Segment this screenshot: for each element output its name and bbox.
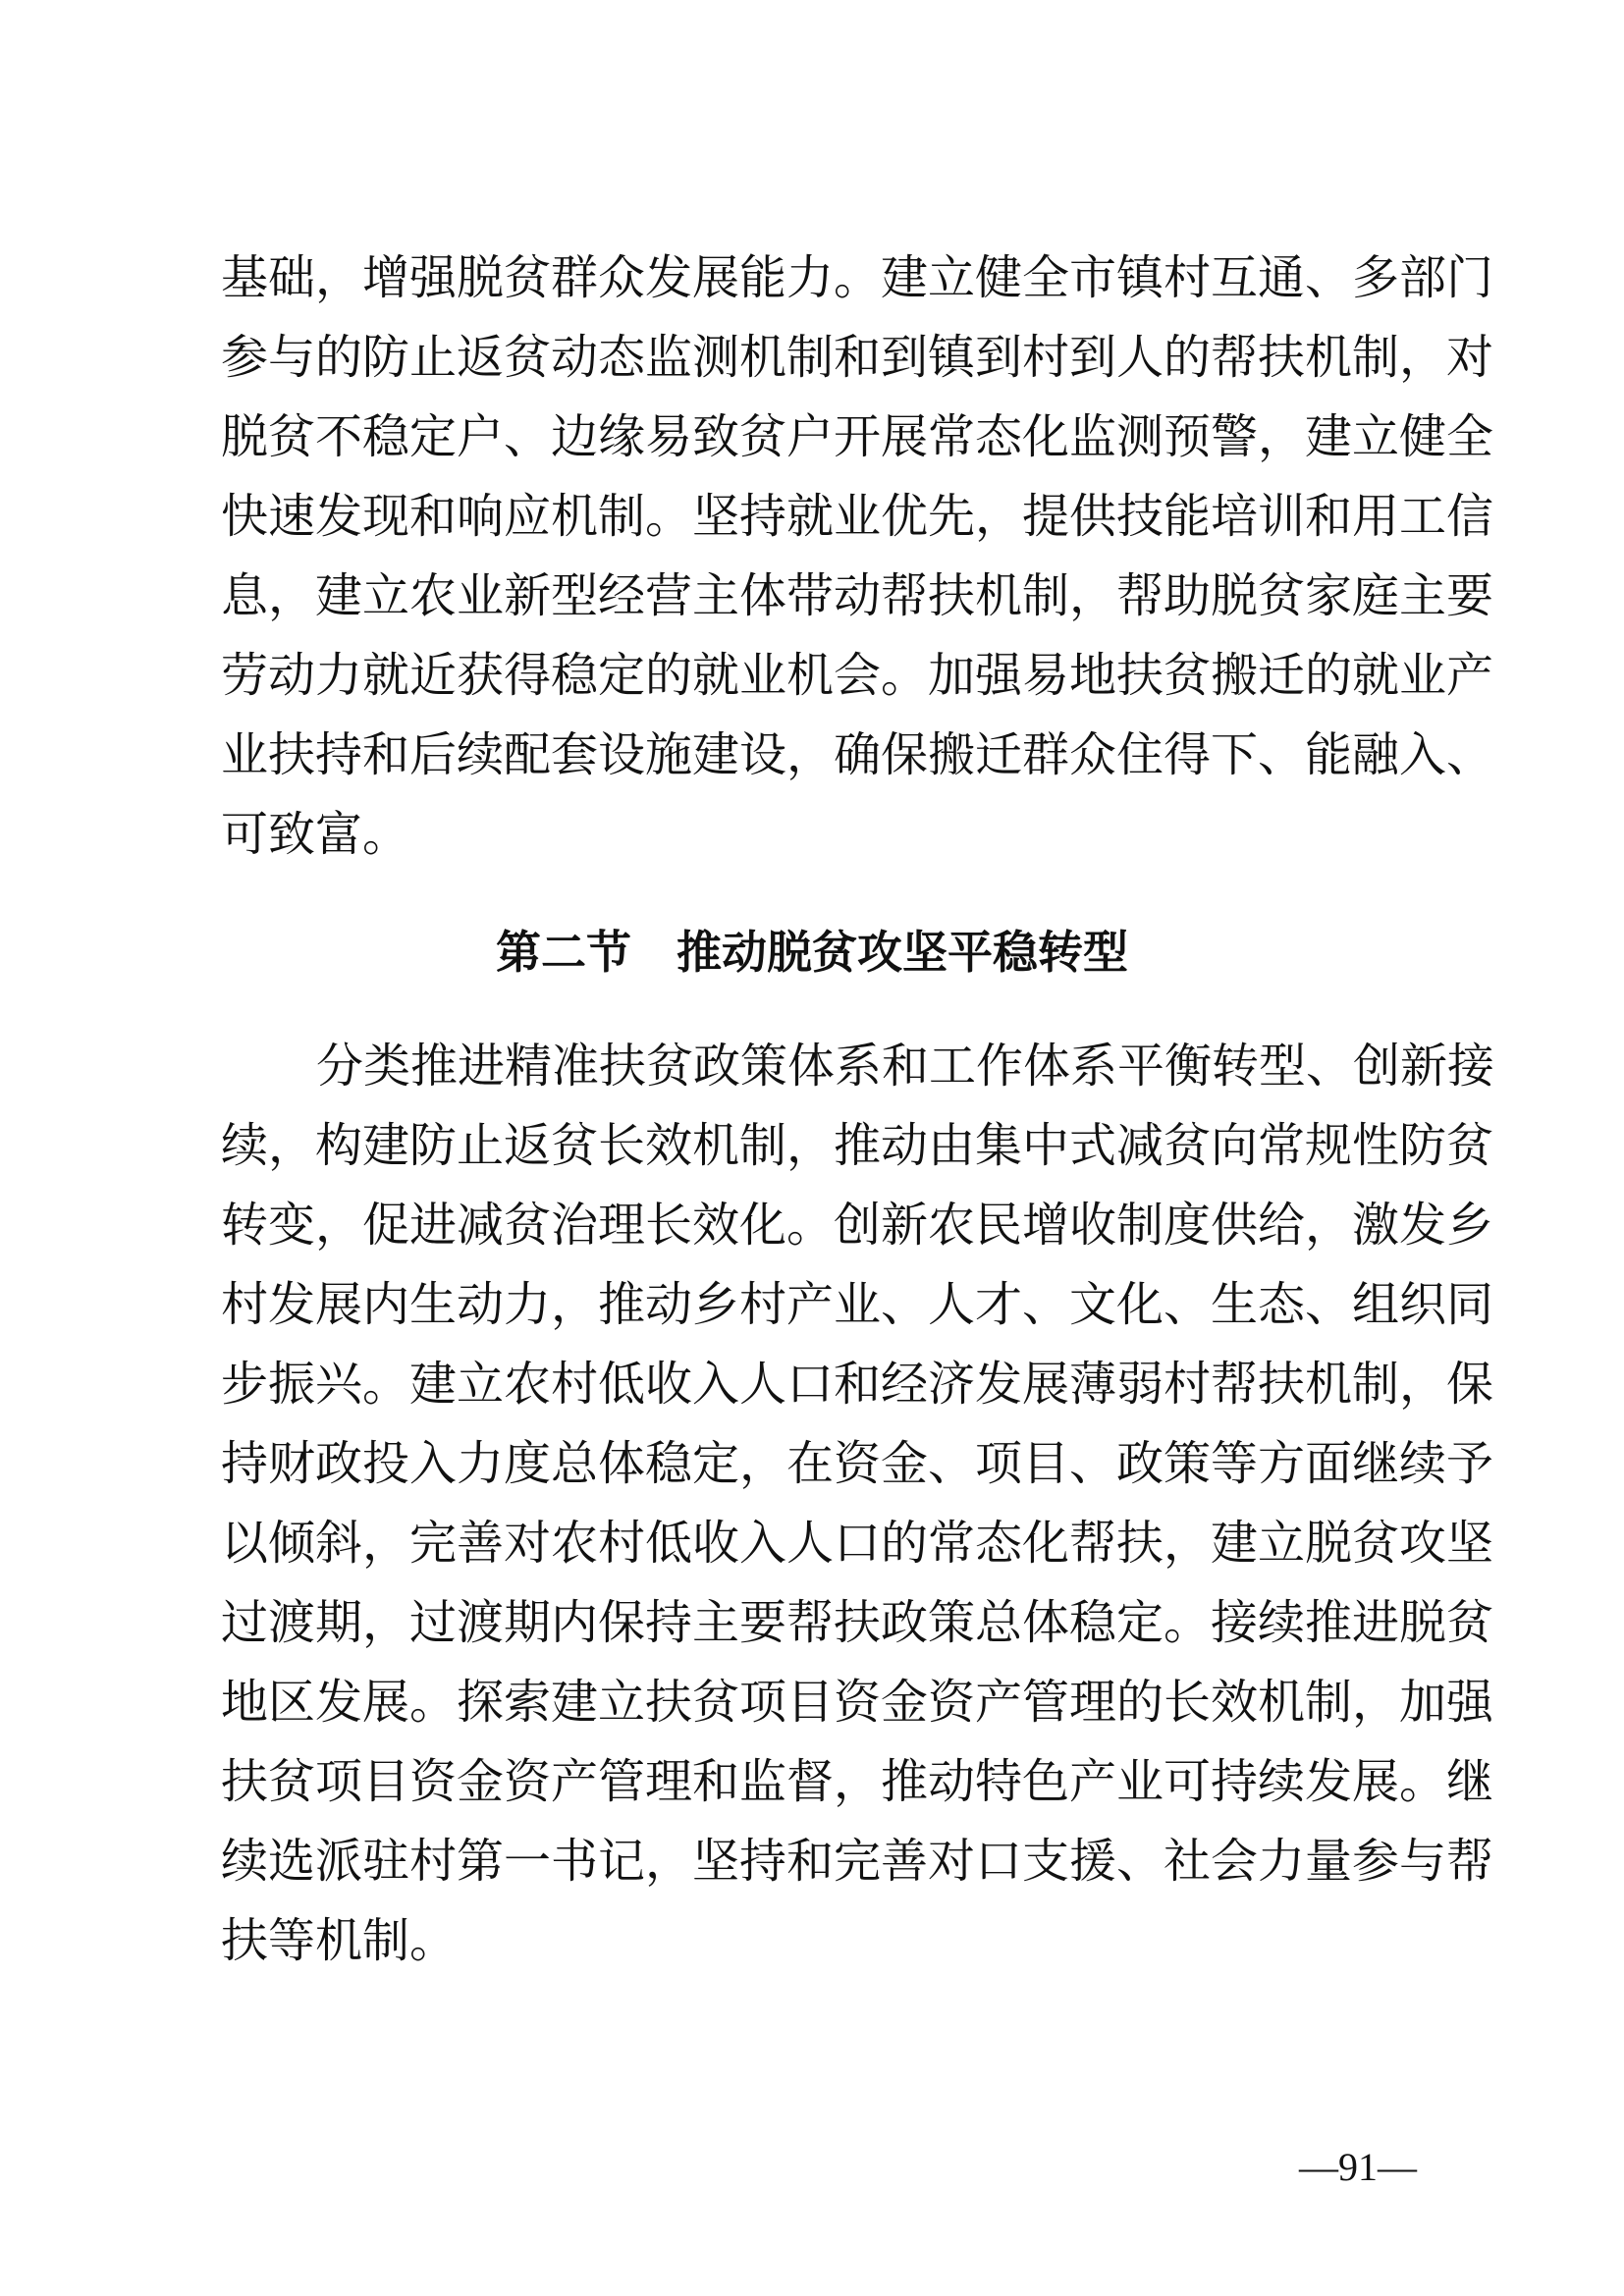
text-line: 村发展内生动力，推动乡村产业、人才、文化、生态、组织同: [221, 1277, 1494, 1332]
text-line: 过渡期，过渡期内保持主要帮扶政策总体稳定。接续推进脱贫: [221, 1595, 1494, 1650]
section-heading: 第二节 推动脱贫攻坚平稳转型: [496, 926, 1128, 979]
text-line: 脱贫不稳定户、边缘易致贫户开展常态化监测预警，建立健全: [221, 409, 1494, 464]
paragraph-2: [221, 1027, 1495, 1981]
text-line: 续选派驻村第一书记，坚持和完善对口支援、社会力量参与帮: [221, 1834, 1494, 1889]
text-line: 分类推进精准扶贫政策体系和工作体系平衡转型、创新接: [316, 1039, 1495, 1094]
page-number: —91—: [1299, 2145, 1417, 2189]
text-line: 以倾斜，完善对农村低收入人口的常态化帮扶，建立脱贫攻坚: [221, 1516, 1494, 1571]
paragraph-1: [221, 239, 1494, 875]
text-line: 可致富。: [221, 807, 410, 862]
text-line: 劳动力就近获得稳定的就业机会。加强易地扶贫搬迁的就业产: [221, 648, 1494, 703]
text-line: 参与的防止返贫动态监测机制和到镇到村到人的帮扶机制，对: [221, 330, 1494, 385]
text-line: 快速发现和响应机制。坚持就业优先，提供技能培训和用工信: [221, 489, 1494, 544]
text-line: 扶贫项目资金资产管理和监督，推动特色产业可持续发展。继: [221, 1754, 1494, 1809]
text-line: 续，构建防止返贫长效机制，推动由集中式减贫向常规性防贫: [221, 1118, 1494, 1173]
text-line: 持财政投入力度总体稳定，在资金、项目、政策等方面继续予: [221, 1436, 1494, 1491]
text-line: 步振兴。建立农村低收入人口和经济发展薄弱村帮扶机制，保: [221, 1357, 1494, 1412]
text-line: 地区发展。探索建立扶贫项目资金资产管理的长效机制，加强: [221, 1675, 1494, 1730]
text-line: 转变，促进减贫治理长效化。创新农民增收制度供给，激发乡: [221, 1198, 1494, 1253]
text-line: 息，建立农业新型经营主体带动帮扶机制，帮助脱贫家庭主要: [221, 568, 1494, 623]
text-line: 基础，增强脱贫群众发展能力。建立健全市镇村互通、多部门: [221, 250, 1494, 305]
text-line: 扶等机制。: [221, 1913, 458, 1968]
text-line: 业扶持和后续配套设施建设，确保搬迁群众住得下、能融入、: [221, 727, 1494, 782]
